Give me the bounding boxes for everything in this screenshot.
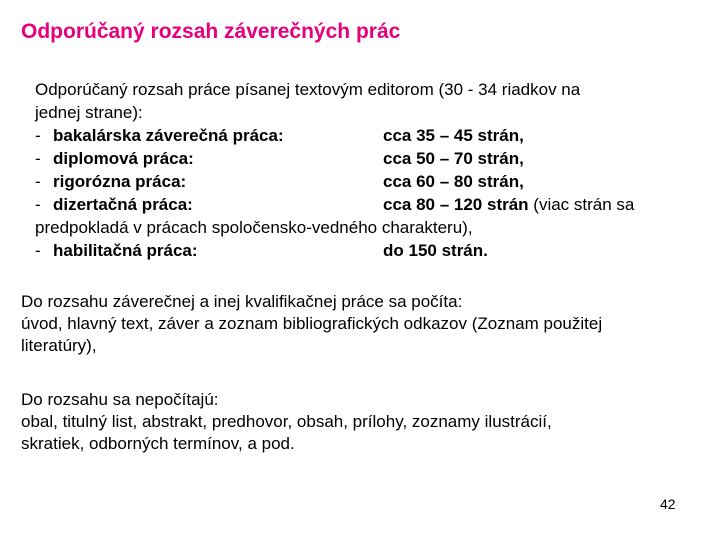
item-value — [383, 193, 634, 216]
paragraph-line: skratiek, odborných termínov, a pod. — [21, 434, 295, 453]
paragraph-line: Do rozsahu záverečnej a inej kvalifikačnej práce sa počíta: — [21, 292, 463, 311]
item-value-text: cca 50 – 70 strán, — [383, 149, 524, 168]
excluded-paragraph — [21, 389, 711, 455]
item-value-text: cca 80 – 120 strán — [383, 195, 529, 214]
item-note: (viac strán sa — [528, 195, 635, 214]
item-value — [383, 124, 524, 147]
page-number: 42 — [660, 496, 676, 512]
item-value — [383, 170, 524, 193]
list-dash: - — [35, 149, 41, 168]
list-item-dissertation — [35, 193, 705, 216]
item-label: dizertačná práca: — [53, 195, 193, 214]
list-item-habilitation — [35, 239, 705, 262]
slide-title: Odporúčaný rozsah záverečných prác — [21, 20, 401, 43]
intro-line-1: Odporúčaný rozsah práce písanej textovým editorom (30 - 34 riadkov na — [35, 80, 581, 99]
item-label: bakalárska záverečná práca: — [53, 126, 284, 145]
item-label: rigorózna práca: — [53, 172, 187, 191]
item-value — [383, 239, 488, 262]
included-paragraph — [21, 291, 711, 357]
continuation-line: predpokladá v prácach spoločensko-vedného charakteru), — [35, 218, 473, 237]
intro-line-2: jednej strane): — [35, 103, 143, 122]
list-item-rigorous — [35, 170, 705, 193]
list-item-bachelor — [35, 124, 705, 147]
paragraph-line: obal, titulný list, abstrakt, predhovor, obsah, prílohy, zoznamy ilustrácií, — [21, 412, 552, 431]
item-value — [383, 147, 524, 170]
recommended-length-block — [35, 78, 705, 262]
item-label: habilitačná práca: — [53, 241, 198, 260]
paragraph-line: literatúry), — [21, 336, 97, 355]
item-value-text: do 150 strán. — [383, 241, 488, 260]
list-dash: - — [35, 195, 41, 214]
list-item-diploma — [35, 147, 705, 170]
item-label: diplomová práca: — [53, 149, 194, 168]
paragraph-line: Do rozsahu sa nepočítajú: — [21, 390, 219, 409]
list-dash: - — [35, 172, 41, 191]
item-value-text: cca 35 – 45 strán, — [383, 126, 524, 145]
list-dash: - — [35, 241, 41, 260]
list-dash: - — [35, 126, 41, 145]
paragraph-line: úvod, hlavný text, záver a zoznam bibliografických odkazov (Zoznam použitej — [21, 314, 603, 333]
item-value-text: cca 60 – 80 strán, — [383, 172, 524, 191]
